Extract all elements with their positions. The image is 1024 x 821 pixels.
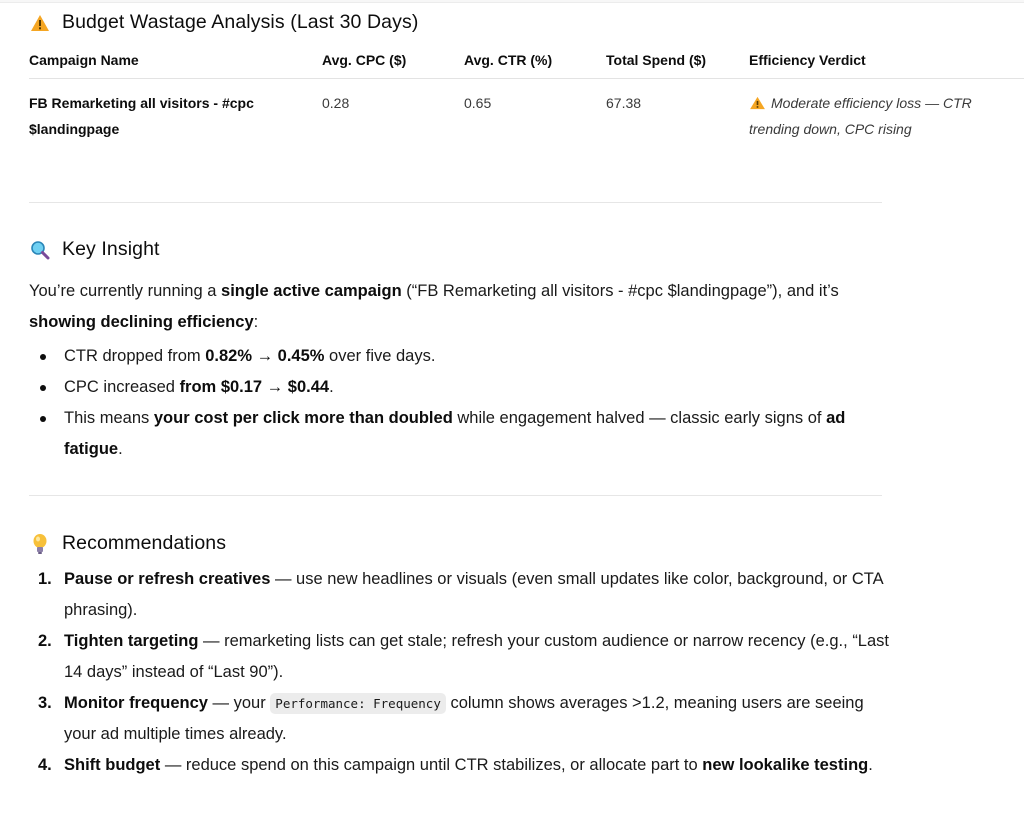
- budget-section-heading: [29, 11, 418, 34]
- list-number: 2.: [38, 632, 52, 650]
- cell-avg-cpc: 0.28: [322, 95, 350, 111]
- recommendations-section-heading: [29, 532, 226, 555]
- cell-efficiency-verdict: [749, 79, 1024, 143]
- inline-code: Performance: Frequency: [270, 693, 446, 714]
- text: :: [253, 313, 259, 331]
- cell-campaign-name: FB Remarketing all visitors - #cpc $landingpage: [29, 95, 254, 137]
- cell-total-spend: 67.38: [606, 95, 642, 111]
- list-item: [29, 564, 899, 626]
- text: .: [118, 440, 123, 458]
- list-item: [29, 750, 899, 781]
- bold-text: Monitor frequency: [64, 694, 208, 712]
- bold-text: your cost per click more than doubled: [153, 409, 453, 427]
- budget-section-title: Budget Wastage Analysis (Last 30 Days): [62, 11, 419, 33]
- section-divider: [29, 495, 882, 496]
- list-number: 3.: [38, 694, 52, 712]
- warning-icon: [749, 92, 767, 106]
- bold-text: Tighten targeting: [64, 632, 199, 650]
- text: You’re currently running a: [29, 282, 222, 300]
- bullet-dot: [40, 416, 46, 422]
- table-row: [29, 79, 1024, 143]
- bold-text: 0.82% → 0.45%: [205, 347, 325, 365]
- table-header-row: [29, 46, 1024, 79]
- header-total-spend: Total Spend ($): [606, 46, 749, 79]
- insight-section-title: Key Insight: [62, 238, 160, 260]
- warning-icon: [29, 13, 51, 33]
- bold-text: new lookalike testing: [702, 756, 869, 774]
- insight-section-heading: [29, 238, 160, 261]
- text: column shows averages >1.2, meaning users are seeing your ad multiple times already.: [64, 694, 864, 743]
- magnifier-icon: [29, 240, 51, 260]
- list-item: [29, 403, 899, 465]
- bold-text: Shift budget: [64, 756, 161, 774]
- verdict-text: Moderate efficiency loss — CTR trending down, CPC rising: [749, 95, 972, 137]
- header-avg-ctr: Avg. CTR (%): [464, 46, 606, 79]
- budget-table: [29, 46, 1024, 142]
- text: — reduce spend on this campaign until CTR stabilizes, or allocate part to: [160, 756, 703, 774]
- text: .: [868, 756, 873, 774]
- bold-text: Pause or refresh creatives: [64, 570, 271, 588]
- section-divider: [29, 202, 882, 203]
- list-item: [29, 341, 899, 372]
- list-item: [29, 688, 899, 750]
- insight-paragraph: [29, 276, 899, 338]
- bullet-dot: [40, 385, 46, 391]
- text: This means: [64, 409, 154, 427]
- list-item: [29, 372, 899, 403]
- bold-text: single active campaign: [221, 282, 402, 300]
- cell-avg-ctr: 0.65: [464, 95, 492, 111]
- text: CPC increased: [64, 378, 180, 396]
- bold-text: from $0.17 → $0.44: [179, 378, 330, 396]
- text: — remarketing lists can get stale; refresh your custom audience or narrow recency (e.g., “Last 14 days” instead of “Last 90”).: [64, 632, 889, 681]
- lightbulb-icon: [29, 534, 51, 554]
- text: while engagement halved — classic early signs of: [452, 409, 827, 427]
- recommendations-list: [29, 564, 899, 781]
- text: — your: [207, 694, 271, 712]
- recommendations-section-title: Recommendations: [62, 532, 227, 554]
- bullet-dot: [40, 354, 46, 360]
- list-number: 1.: [38, 570, 52, 588]
- bold-text: showing declining efficiency: [29, 313, 254, 331]
- bold-text: ad fatigue: [64, 409, 846, 458]
- header-efficiency-verdict: Efficiency Verdict: [749, 46, 1024, 79]
- header-avg-cpc: Avg. CPC ($): [322, 46, 464, 79]
- text: (“FB Remarketing all visitors - #cpc $landingpage”), and it’s: [401, 282, 839, 300]
- text: .: [329, 378, 334, 396]
- text: over five days.: [324, 347, 436, 365]
- insight-bullet-list: [29, 341, 899, 465]
- header-campaign-name: Campaign Name: [29, 46, 322, 79]
- text: CTR dropped from: [64, 347, 206, 365]
- list-number: 4.: [38, 756, 52, 774]
- list-item: [29, 626, 899, 688]
- top-edge: [0, 0, 1024, 3]
- text: — use new headlines or visuals (even small updates like color, background, or CTA phrasing).: [64, 570, 883, 619]
